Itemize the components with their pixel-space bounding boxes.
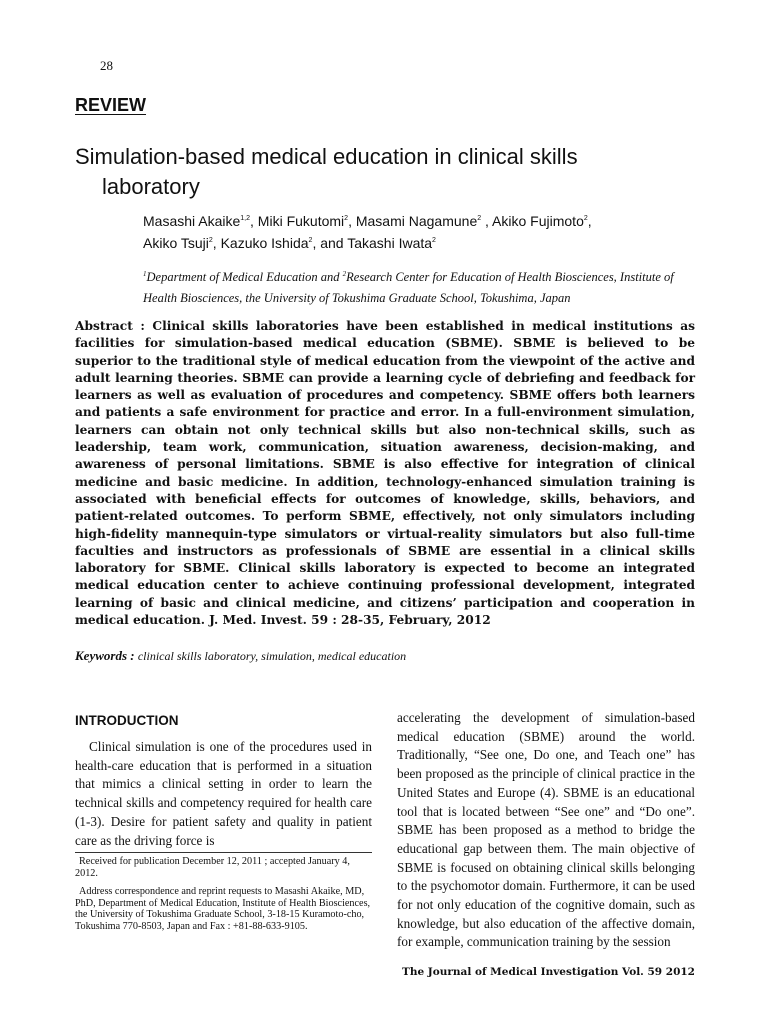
section-heading: INTRODUCTION xyxy=(75,713,179,728)
author-affiliation-mark: 2 xyxy=(344,215,349,222)
author-affiliation-mark: 1,2 xyxy=(240,215,251,222)
right-column xyxy=(397,709,695,952)
affiliation-text: Department of Medical Education and xyxy=(146,270,343,285)
author-conjunction: and xyxy=(320,235,344,251)
body-paragraph: accelerating the development of simulation-based medical education (SBME) around the world. Traditionally, “See one, Do one, and Teach one” has been proposed as the principle of clinical practice in the United States and Europe (4). SBME is an educational tool that is located between “See one” and “Do one”. SBME has been proposed as a method to bridge the educational gap between them. The main objective of SBME is focused on obtaining clinical skills belonging to the psychomotor domain. Furthermore, it can be used for not only education of the cognitive domain, such as knowledge, but also education of the affective domain, for example, communication training by the session xyxy=(397,710,695,950)
left-column xyxy=(75,713,372,850)
author-list: Masashi Akaike$^{1,2}$, Miki Fukutomi$^2$, Masami Nagamune$^2$ , Akiko Fujimoto$^2$, Akiko Tsuji$^2$, Kazuko Ishida$^2$, and Takashi Iwata$^2$ xyxy=(143,213,592,251)
affiliation xyxy=(143,264,703,309)
author-name: Miki Fukutomi xyxy=(257,213,345,229)
article-title xyxy=(75,142,715,202)
correspondence-note: Address correspondence and reprint requests to Masashi Akaike, MD, PhD, Department of Medical Education, Institute of Health Biosciences, the University of Tokushima Graduate School, 3-18-15 Kuramoto-cho, Tokushima 770-8503, Japan and Fax : +81-88-633-9105. xyxy=(75,886,371,932)
footnotes xyxy=(75,856,372,940)
author-affiliation-mark: 2 xyxy=(208,237,213,244)
abstract: Abstract : Clinical skills laboratories have been established in medical institutions as facilities for simulation-based medical education (SBME). SBME is believed to be superior to the traditional style of medical education from the viewpoint of the active and adult learning theories. SBME can provide a learning cycle of debriefing and feedback for learners as well as evaluation of procedures and competency. SBME offers both learners and patients a safe environment for practice and error. In a full-environment simulation, learners can obtain not only technical skills but also non-technical skills, such as leadership, team work, communication, situation awareness, decision-making, and awareness of personal limitations. SBME is also effective for integration of clinical medicine and basic medicine. In addition, technology-enhanced simulation training is associated with beneficial effects for outcomes of knowledge, skills, behaviors, and patient-related outcomes. To perform SBME, effectively, not only simulators including high-fidelity mannequin-type simulators or virtual-reality simulators but also full-time faculties and instructors as professionals of SBME are essential in a clinical skills laboratory for SBME. Clinical skills laboratory is expected to become an integrated medical education center to achieve continuing professional development, integrated learning of basic and clinical medicine, and citizens’ participation and cooperation in medical education. J. Med. Invest. 59 : 28-35, February, 2012 xyxy=(75,319,695,628)
received-note: Received for publication December 12, 2011 ; accepted January 4, 2012. xyxy=(75,856,350,879)
body-paragraph: Clinical simulation is one of the procedures used in health-care education that is performed in a situation that mimics a clinical setting in order to learn the technical skills and competency required for health care (1-3). Desire for patient safety and quality in patient care as the driving force is xyxy=(75,739,372,848)
author-name: Takashi Iwata xyxy=(347,235,433,251)
author-affiliation-mark: 2 xyxy=(432,237,436,244)
affiliation-text: Research Center for Education of Health Biosciences, Institute of Health Biosciences, the University of Tokushima Graduate School, Tokushima, Japan xyxy=(143,270,674,306)
keywords xyxy=(75,648,695,664)
footnote-divider xyxy=(75,852,372,853)
author-affiliation-mark: 2 xyxy=(583,215,588,222)
author-name: Masashi Akaike xyxy=(143,213,241,229)
author-name: Akiko Tsuji xyxy=(143,235,209,251)
affiliation-mark: 2 xyxy=(342,270,347,278)
author-affiliation-mark: 2 xyxy=(477,215,482,222)
author-name: Masami Nagamune xyxy=(355,213,478,229)
author-name: Akiko Fujimoto xyxy=(492,213,584,229)
title-line-2: laboratory xyxy=(102,174,200,199)
affiliation-mark: 1 xyxy=(143,270,147,278)
author-name: Kazuko Ishida xyxy=(220,235,309,251)
title-line-1: Simulation-based medical education in clinical skills xyxy=(75,144,578,169)
section-label: REVIEW xyxy=(75,95,147,115)
page-number: 28 xyxy=(100,58,113,73)
keywords-label: Keywords : xyxy=(75,648,135,663)
journal-footer: The Journal of Medical Investigation Vol. 59 2012 xyxy=(402,966,695,978)
author-affiliation-mark: 2 xyxy=(308,237,313,244)
keywords-text: clinical skills laboratory, simulation, medical education xyxy=(137,649,407,663)
